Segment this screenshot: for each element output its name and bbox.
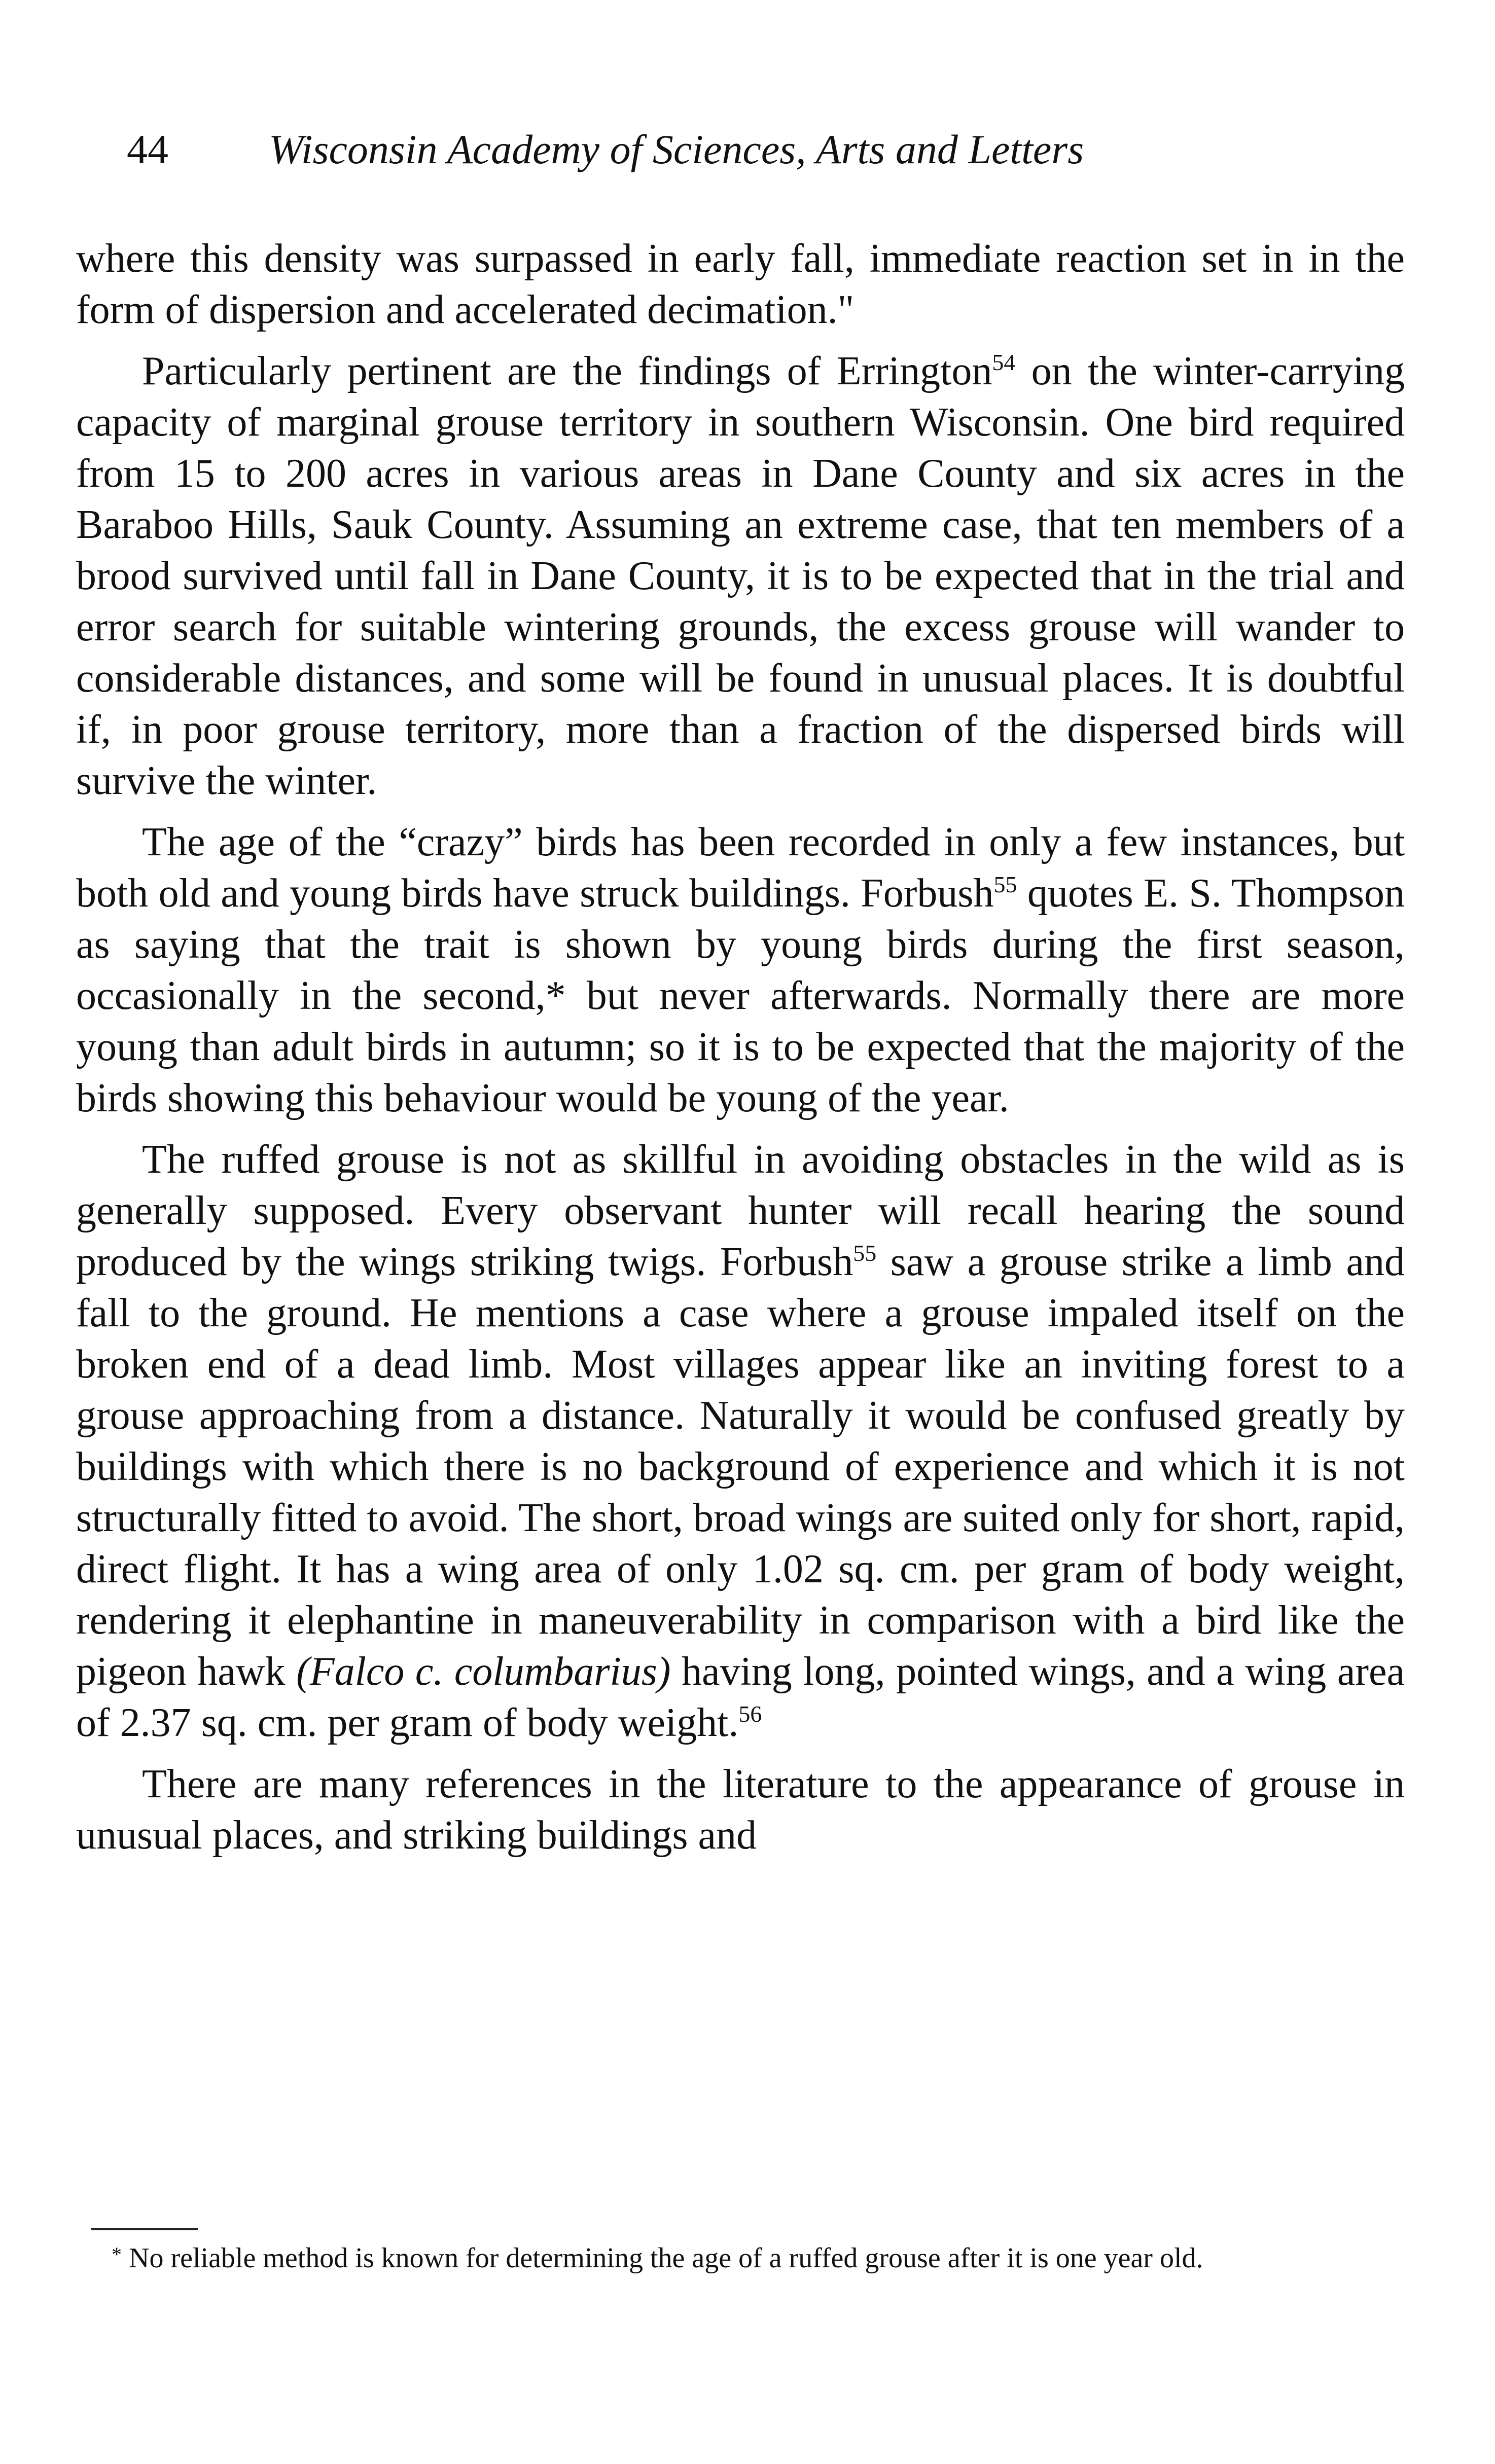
paragraph-4 xyxy=(76,1134,1405,1749)
paragraph-5-text: There are many references in the literature to the appearance of grouse in unusual places, and striking buildings and xyxy=(76,1762,1405,1858)
paragraph-2 xyxy=(76,346,1405,807)
citation-ref-56: 56 xyxy=(738,1701,762,1727)
citation-ref-55: 55 xyxy=(993,872,1017,897)
paragraph-1-text: where this density was surpassed in early fall, immediate reaction set in in the form of dispersion and accelerated decimation." xyxy=(76,236,1405,332)
paragraph-3-text-a: The age of the “crazy” birds has been recorded in only a few instances, but both old and young birds have struck buildings. Forbush xyxy=(76,820,1405,916)
footnote-marker: * xyxy=(545,973,566,1018)
paragraph-4-text-b: saw a grouse strike a limb and fall to the ground. He mentions a case where a grouse impaled itself on the broken end of a dead limb. Most villages appear like an inviting forest to a grouse approaching from a distance. Naturally it would be confused greatly by buildings with which there is no background of experience and which it is not structurally fitted to avoid. The short, broad wings are suited only for short, rapid, direct flight. It has a wing area of only 1.02 sq. cm. per gram of body weight, rendering it elephantine in maneuverability in comparison with a bird like the pigeon hawk xyxy=(76,1240,1405,1694)
journal-title: Wisconsin Academy of Sciences, Arts and Letters xyxy=(269,126,1084,172)
species-name: (Falco c. columbarius) xyxy=(296,1649,671,1694)
citation-ref-54: 54 xyxy=(992,349,1016,375)
paragraph-3-text-c: but never afterwards. Normally there are more young than adult birds in autumn; so it is to be expected that the majority of the birds showing this behaviour would be young of the year. xyxy=(76,973,1405,1120)
footnote-divider xyxy=(91,2228,198,2230)
body-text xyxy=(76,233,1405,1871)
paragraph-2-text-a: Particularly pertinent are the findings of Errington xyxy=(142,349,992,393)
page-number: 44 xyxy=(127,126,168,172)
footnote-mark: * xyxy=(112,2243,122,2266)
citation-ref-55: 55 xyxy=(853,1240,877,1266)
paragraph-1 xyxy=(76,233,1405,336)
paragraph-5 xyxy=(76,1759,1405,1861)
paragraph-4-text-c: having long, pointed wings, and a wing area of 2.37 sq. cm. per gram of body weight. xyxy=(76,1649,1405,1745)
paragraph-2-text-b: on the winter-carrying capacity of marginal grouse territory in southern Wisconsin. One bird required from 15 to 200 acres in various areas in Dane County and six acres in the Baraboo Hills, Sauk County. Assuming an extreme case, that ten members of a brood survived until fall in Dane County, it is to be expected that in the trial and error search for suitable wintering grounds, the excess grouse will wander to considerable distances, and some will be found in unusual places. It is doubtful if, in poor grouse territory, more than a fraction of the dispersed birds will survive the winter. xyxy=(76,349,1405,803)
running-head xyxy=(127,119,1308,180)
paragraph-3 xyxy=(76,817,1405,1124)
paragraph-3-text-b: quotes E. S. Thompson as saying that the trait is shown by young birds during the first season, occasionally in the second, xyxy=(76,871,1405,1018)
paragraph-4-text-a: The ruffed grouse is not as skillful in avoiding obstacles in the wild as is generally supposed. Every observant hunter will recall hearing the sound produced by the wings striking twigs. Forbush xyxy=(76,1137,1405,1284)
footnote xyxy=(71,2241,1410,2275)
footnote-text: No reliable method is known for determining the age of a ruffed grouse after it is one year old. xyxy=(122,2242,1203,2274)
